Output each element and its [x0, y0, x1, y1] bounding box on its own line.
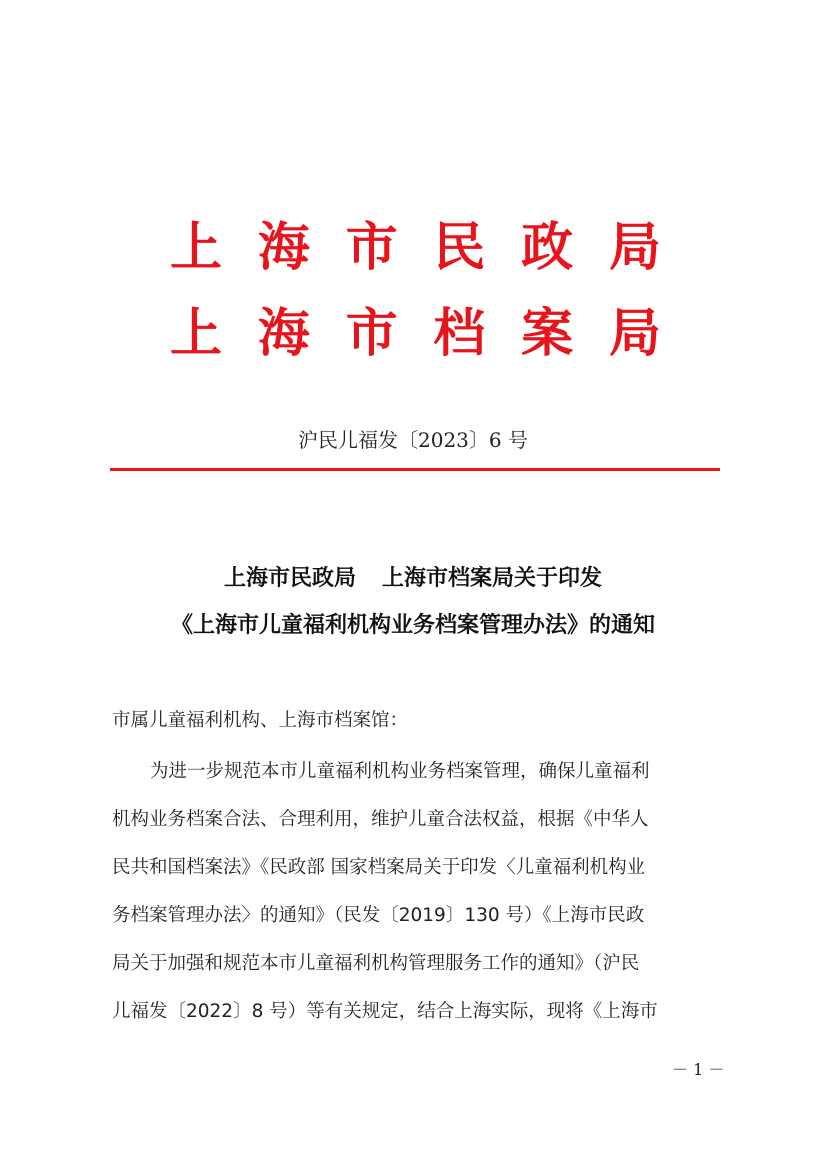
notice-title-line-2: 《上海市儿童福利机构业务档案管理办法》的通知 [170, 613, 655, 638]
letterhead-char: 民 [433, 217, 486, 278]
document-number: 沪民儿福发〔2023〕6 号 [298, 428, 528, 452]
body-line: 局关于加强和规范本市儿童福利机构管理服务工作的通知》（沪民 [112, 953, 640, 974]
letterhead-char: 市 [345, 303, 398, 364]
letterhead-char: 局 [608, 303, 661, 364]
letterhead-char: 政 [521, 217, 574, 278]
body-line: 机构业务档案合法、合理利用，维护儿童合法权益，根据《中华人 [112, 809, 649, 830]
letterhead-archives-bureau [168, 303, 663, 364]
letterhead-char: 海 [257, 217, 310, 278]
body-line: 民共和国档案法》《民政部 国家档案局关于印发〈儿童福利机构业 [112, 857, 646, 878]
letterhead-char: 案 [521, 303, 574, 364]
letterhead-char: 上 [169, 303, 222, 364]
letterhead-char: 海 [257, 303, 310, 364]
red-divider-line [110, 468, 720, 471]
notice-title-issuer-a: 上海市民政局 [223, 566, 356, 591]
letterhead-char: 市 [345, 217, 398, 278]
notice-title-line-1 [0, 561, 826, 592]
page-number: － 1 － [672, 1060, 725, 1079]
body-line: 为进一步规范本市儿童福利机构业务档案管理，确保儿童福利 [150, 761, 650, 782]
letterhead-civil-affairs-bureau [168, 217, 663, 278]
body-line: 儿福发〔2022〕8 号）等有关规定，结合上海实际，现将《上海市 [112, 1001, 658, 1022]
notice-title-issuer-b: 上海市档案局关于印发 [382, 566, 603, 591]
salutation: 市属儿童福利机构、上海市档案馆： [112, 710, 409, 731]
letterhead-char: 局 [608, 217, 661, 278]
body-line: 务档案管理办法〉的通知》（民发〔2019〕130 号）《上海市民政 [112, 905, 645, 926]
letterhead-char: 上 [169, 217, 222, 278]
letterhead-char: 档 [433, 303, 486, 364]
